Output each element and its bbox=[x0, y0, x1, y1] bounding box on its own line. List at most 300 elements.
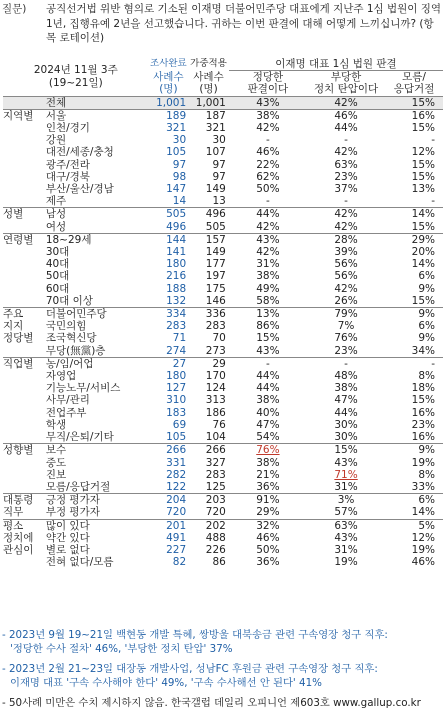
sample-count: 266 bbox=[149, 444, 189, 457]
pct-fair: 58% bbox=[256, 294, 280, 307]
pct-unfair: 56% bbox=[334, 270, 358, 283]
weighted-count: 149 bbox=[205, 183, 226, 196]
pct-unfair: - bbox=[307, 357, 385, 370]
table-row bbox=[3, 320, 443, 332]
row-label: 남성 bbox=[46, 208, 149, 221]
group-label: 직업별 bbox=[3, 357, 46, 370]
footnote-2 bbox=[2, 663, 442, 690]
pct-unknown: 5% bbox=[385, 519, 443, 532]
table-row bbox=[3, 134, 443, 146]
sample-count: 274 bbox=[166, 344, 187, 357]
table-row bbox=[3, 544, 443, 556]
table-row bbox=[3, 283, 443, 295]
row-label: 40대 bbox=[45, 258, 70, 271]
group-label bbox=[3, 195, 46, 208]
table-row bbox=[3, 258, 443, 270]
sample-count: 105 bbox=[166, 431, 187, 444]
sample-count: 505 bbox=[149, 208, 189, 221]
pct-fair: 32% bbox=[229, 519, 307, 532]
pct-unknown: 15% bbox=[385, 96, 443, 109]
sample-count: 1,001 bbox=[149, 96, 189, 109]
table-row bbox=[3, 208, 443, 221]
row-label: 농/임/어업 bbox=[46, 357, 149, 370]
pct-unfair: 37% bbox=[334, 183, 358, 196]
pct-unfair: 79% bbox=[307, 308, 385, 321]
sample-count: 127 bbox=[166, 382, 187, 395]
table-row bbox=[3, 394, 443, 406]
sample-count: 491 bbox=[166, 531, 187, 544]
table-row bbox=[3, 444, 443, 457]
weighted-count: 177 bbox=[205, 258, 226, 271]
pct-fair: 36% bbox=[256, 556, 280, 569]
table-row bbox=[3, 556, 443, 568]
group-label bbox=[3, 221, 46, 234]
period-dates: (19~21일) bbox=[48, 76, 103, 89]
group-label bbox=[3, 556, 46, 568]
pct-fair: 44% bbox=[256, 382, 280, 395]
pct-fair: 91% bbox=[229, 494, 307, 507]
table-row bbox=[3, 532, 443, 544]
pct-fair: 21% bbox=[256, 468, 280, 481]
pct-unfair: 42% bbox=[307, 208, 385, 221]
group-label: 대통령 bbox=[3, 494, 46, 507]
pct-unknown: 15% bbox=[411, 158, 435, 171]
pct-unknown: 14% bbox=[385, 208, 443, 221]
row-label: 중도 bbox=[45, 456, 67, 469]
weighted-count: 720 bbox=[205, 506, 226, 519]
sample-count: 310 bbox=[166, 394, 187, 407]
group-label bbox=[3, 394, 46, 406]
pct-unfair: 48% bbox=[334, 370, 358, 383]
row-label: 사무/관리 bbox=[45, 394, 90, 407]
row-label: 인천/경기 bbox=[45, 122, 90, 135]
pct-fair: - bbox=[229, 357, 307, 370]
opt3-header-b: 응답거절 bbox=[393, 83, 435, 96]
pct-unfair: 23% bbox=[334, 344, 358, 357]
pct-unknown: 19% bbox=[411, 543, 435, 556]
weighted-count: 266 bbox=[188, 444, 229, 457]
pct-unfair: 15% bbox=[307, 444, 385, 457]
row-label: 조국혁신당 bbox=[45, 332, 97, 345]
weighted-count: 149 bbox=[205, 246, 226, 259]
group-label bbox=[3, 457, 46, 469]
pct-unfair: 30% bbox=[334, 431, 358, 444]
pct-unfair: 43% bbox=[334, 456, 358, 469]
table-row bbox=[3, 146, 443, 158]
row-label: 대전/세종/충청 bbox=[45, 146, 114, 159]
row-label: 대구/경북 bbox=[45, 170, 90, 183]
group-label: 연령별 bbox=[3, 233, 46, 246]
sample-count: 71 bbox=[172, 332, 187, 345]
pct-unknown: 46% bbox=[411, 556, 435, 569]
period-label: 2024년 11월 3주 bbox=[33, 63, 118, 76]
pct-unknown: 14% bbox=[411, 258, 435, 271]
pct-fair: 38% bbox=[256, 456, 280, 469]
pct-unknown: 29% bbox=[385, 233, 443, 246]
group-label bbox=[3, 469, 46, 481]
row-label: 강원 bbox=[45, 134, 67, 147]
pct-fair: 46% bbox=[256, 146, 280, 159]
weighted-count: 104 bbox=[205, 431, 226, 444]
weighted-count: 273 bbox=[205, 344, 226, 357]
weighted-count: 496 bbox=[188, 208, 229, 221]
row-label: 기능노무/서비스 bbox=[45, 382, 121, 395]
weighted-count: 13 bbox=[212, 195, 226, 208]
sample-count: 321 bbox=[166, 122, 187, 135]
footnote-2-line-a: - 2023년 2월 21~23일 대장동 개발사업, 성남FC 후원금 관련 구속영장 청구 직후: bbox=[2, 663, 378, 675]
group-label bbox=[3, 481, 46, 494]
table-row bbox=[3, 469, 443, 481]
table-row bbox=[3, 481, 443, 494]
pct-unfair: 63% bbox=[307, 519, 385, 532]
row-label: 더불어민주당 bbox=[46, 308, 149, 321]
sample-count: 98 bbox=[172, 170, 187, 183]
footnote-3: - 50사례 미만은 수치 제시하지 않음. 한국갤럽 데일리 오피니언 제603호 www.gallup.co.kr bbox=[2, 697, 421, 709]
pct-fair: 13% bbox=[229, 308, 307, 321]
weighted-count: 29 bbox=[188, 357, 229, 370]
footnote-1-line-b: '정당한 수사 절차' 46%, '부당한 정치 탄압' 37% bbox=[10, 642, 233, 655]
group-label bbox=[3, 134, 46, 146]
pct-unfair: 3% bbox=[307, 494, 385, 507]
row-label: 전체 bbox=[46, 96, 149, 109]
weighted-count: 187 bbox=[188, 109, 229, 122]
row-label: 무직/은퇴/기타 bbox=[45, 431, 114, 444]
weighted-count: 327 bbox=[205, 456, 226, 469]
group-label bbox=[3, 295, 46, 308]
pct-unfair: 7% bbox=[337, 320, 355, 333]
weighted-count: 336 bbox=[188, 308, 229, 321]
pct-fair: 43% bbox=[229, 96, 307, 109]
pct-unknown: 20% bbox=[411, 246, 435, 259]
pct-unfair: 38% bbox=[334, 382, 358, 395]
table-row bbox=[3, 357, 443, 370]
group-label bbox=[3, 96, 46, 109]
pct-fair: 42% bbox=[256, 246, 280, 259]
weighted-count: 186 bbox=[205, 406, 226, 419]
row-label: 전혀 없다/모름 bbox=[45, 556, 114, 569]
pct-unfair: 39% bbox=[334, 246, 358, 259]
sample-count: 180 bbox=[166, 370, 187, 383]
row-label: 무당(無黨)층 bbox=[45, 344, 106, 357]
n2-unit: (명) bbox=[199, 83, 218, 96]
pct-unknown: - bbox=[431, 134, 435, 147]
weighted-count: 170 bbox=[205, 370, 226, 383]
weighted-count: 313 bbox=[205, 394, 226, 407]
group-label: 평소 bbox=[3, 519, 46, 532]
group-label bbox=[3, 431, 46, 444]
pct-fair: 44% bbox=[256, 370, 280, 383]
sample-count: 201 bbox=[149, 519, 189, 532]
row-label: 부정 평가자 bbox=[45, 506, 100, 519]
row-label: 자영업 bbox=[45, 370, 77, 383]
table-row bbox=[3, 221, 443, 234]
pct-unfair: 26% bbox=[334, 294, 358, 307]
pct-unfair: 42% bbox=[334, 146, 358, 159]
pct-unknown: 15% bbox=[411, 220, 435, 233]
weighted-count: 157 bbox=[188, 233, 229, 246]
sample-count: 183 bbox=[166, 406, 187, 419]
group-label: 관심이 bbox=[3, 543, 34, 556]
pct-fair: 31% bbox=[256, 258, 280, 271]
pct-unfair: 76% bbox=[334, 332, 358, 345]
row-label: 진보 bbox=[45, 468, 67, 481]
pct-fair: 50% bbox=[256, 183, 280, 196]
row-label: 부산/울산/경남 bbox=[45, 183, 114, 196]
group-label: 정당별 bbox=[3, 332, 34, 345]
sample-count: 144 bbox=[149, 233, 189, 246]
table-row bbox=[3, 457, 443, 469]
pct-fair: 15% bbox=[256, 332, 280, 345]
weighted-count: 226 bbox=[205, 543, 226, 556]
sample-count: 282 bbox=[166, 468, 187, 481]
row-label: 보수 bbox=[46, 444, 149, 457]
pct-fair: 40% bbox=[256, 406, 280, 419]
pct-unknown: 9% bbox=[418, 282, 435, 295]
table-row bbox=[3, 332, 443, 344]
table-row bbox=[3, 295, 443, 308]
opt2-header-b: 정치 탄압이다 bbox=[313, 83, 379, 96]
group-label bbox=[3, 345, 46, 358]
table-row bbox=[3, 345, 443, 358]
pct-unknown: 34% bbox=[411, 344, 435, 357]
pct-unfair: 31% bbox=[334, 480, 358, 493]
sample-count: 283 bbox=[166, 320, 187, 333]
pct-fair: 42% bbox=[256, 220, 280, 233]
pct-fair: 36% bbox=[256, 480, 280, 493]
group-label bbox=[3, 146, 46, 158]
pct-fair: 86% bbox=[256, 320, 280, 333]
weighted-count: 30 bbox=[212, 134, 226, 147]
row-label: 많이 있다 bbox=[46, 519, 149, 532]
group-label bbox=[3, 370, 46, 382]
pct-fair: 44% bbox=[229, 208, 307, 221]
weighted-count: 86 bbox=[212, 556, 226, 569]
sample-count: 334 bbox=[149, 308, 189, 321]
pct-unfair: - bbox=[344, 195, 348, 208]
pct-unknown: 6% bbox=[418, 270, 435, 283]
row-label: 전업주부 bbox=[45, 406, 87, 419]
pct-unfair: 42% bbox=[334, 220, 358, 233]
pct-unknown: 12% bbox=[411, 146, 435, 159]
weighted-count: 124 bbox=[205, 382, 226, 395]
pct-unfair: 46% bbox=[307, 109, 385, 122]
weighted-count: 97 bbox=[212, 170, 226, 183]
pct-fair: 54% bbox=[256, 431, 280, 444]
pct-unfair: 31% bbox=[334, 543, 358, 556]
group-label bbox=[3, 171, 46, 183]
group-label bbox=[3, 283, 46, 295]
row-label: 국민의힘 bbox=[45, 320, 87, 333]
row-label: 학생 bbox=[45, 418, 67, 431]
pct-unknown: 8% bbox=[418, 468, 435, 481]
question-text: 공직선거법 위반 혐의로 기소된 이재명 더불어민주당 대표에게 지난주 1심 법원이 징역 1년, 집행유예 2년을 선고했습니다. 귀하는 이번 판결에 대해 어떻게 느끼십니까? (항목 로테이션) bbox=[46, 3, 442, 44]
table-row bbox=[3, 370, 443, 382]
pct-unknown: 16% bbox=[385, 109, 443, 122]
pct-fair: 42% bbox=[256, 122, 280, 135]
sample-count: 216 bbox=[166, 270, 187, 283]
n2-header: 사례수 bbox=[193, 70, 224, 83]
group-label bbox=[3, 159, 46, 171]
table-row bbox=[3, 308, 443, 321]
pct-unfair: 43% bbox=[334, 531, 358, 544]
sample-count: 147 bbox=[166, 183, 187, 196]
pct-unknown: 13% bbox=[411, 183, 435, 196]
footnote-1 bbox=[2, 629, 442, 656]
pct-unknown: 18% bbox=[411, 382, 435, 395]
row-label: 18~29세 bbox=[46, 233, 149, 246]
row-label: 별로 없다 bbox=[45, 543, 90, 556]
sample-count: 122 bbox=[166, 480, 187, 493]
group-label: 지역별 bbox=[3, 109, 46, 122]
table-row bbox=[3, 109, 443, 122]
opt3-header-a: 모름/ bbox=[402, 71, 426, 84]
pct-fair: 49% bbox=[256, 282, 280, 295]
weighted-count: 488 bbox=[205, 531, 226, 544]
sample-count: 141 bbox=[166, 246, 187, 259]
pct-unknown: 16% bbox=[411, 406, 435, 419]
n1-top: 조사완료 bbox=[150, 58, 187, 70]
weighted-count: 197 bbox=[205, 270, 226, 283]
table-row bbox=[3, 419, 443, 431]
table-row bbox=[3, 183, 443, 195]
table-row bbox=[3, 233, 443, 246]
weighted-count: 203 bbox=[188, 494, 229, 507]
pct-unknown: 15% bbox=[411, 394, 435, 407]
footnote-2-line-b: 이재명 대표 '구속 수사해야 한다' 49%, '구속 수사해선 안 된다' 41% bbox=[10, 676, 322, 689]
pct-unknown: 12% bbox=[411, 531, 435, 544]
pct-fair: 62% bbox=[256, 170, 280, 183]
pct-unknown: 9% bbox=[385, 444, 443, 457]
results-table bbox=[3, 58, 443, 568]
pct-fair: 29% bbox=[256, 506, 280, 519]
table-row bbox=[3, 270, 443, 282]
sample-count: 14 bbox=[172, 195, 187, 208]
sample-count: 180 bbox=[166, 258, 187, 271]
weighted-count: 283 bbox=[205, 468, 226, 481]
pct-unfair: 56% bbox=[334, 258, 358, 271]
n1-unit: (명) bbox=[159, 83, 178, 96]
pct-fair: 46% bbox=[256, 531, 280, 544]
sample-count: 720 bbox=[166, 506, 187, 519]
footnote-1-line-a: - 2023년 9월 19~21일 백현동 개발 특혜, 쌍방울 대북송금 관련 구속영장 청구 직후: bbox=[2, 629, 388, 641]
pct-unknown: 9% bbox=[418, 332, 435, 345]
group-label: 직무 bbox=[3, 506, 24, 519]
group-label: 성별 bbox=[3, 208, 46, 221]
row-label: 서울 bbox=[46, 109, 149, 122]
pct-unknown: - bbox=[431, 195, 435, 208]
pct-unknown: 9% bbox=[385, 308, 443, 321]
pct-fair: 38% bbox=[256, 394, 280, 407]
pct-fair: 50% bbox=[256, 543, 280, 556]
opt1-header-a: 정당한 bbox=[252, 71, 284, 84]
pct-unfair: 42% bbox=[307, 96, 385, 109]
row-label: 제주 bbox=[45, 195, 67, 208]
n1-header: 사례수 bbox=[153, 70, 184, 83]
weighted-count: 283 bbox=[205, 320, 226, 333]
weighted-count: 76 bbox=[212, 418, 226, 431]
group-label: 주요 bbox=[3, 308, 46, 321]
pct-fair: 22% bbox=[256, 158, 280, 171]
pct-unknown: 15% bbox=[411, 294, 435, 307]
pct-fair: - bbox=[266, 195, 270, 208]
pct-unknown: - bbox=[385, 357, 443, 370]
sample-count: 105 bbox=[166, 146, 187, 159]
row-label: 70대 이상 bbox=[45, 294, 93, 307]
table-row bbox=[3, 122, 443, 134]
weighted-count: 321 bbox=[205, 122, 226, 135]
group-label bbox=[3, 407, 46, 419]
row-label: 광주/전라 bbox=[45, 158, 90, 171]
pct-unfair: 23% bbox=[334, 170, 358, 183]
weighted-count: 125 bbox=[205, 480, 226, 493]
weighted-count: 146 bbox=[205, 294, 226, 307]
sample-count: 97 bbox=[172, 158, 187, 171]
table-row bbox=[3, 506, 443, 519]
opt2-header-a: 부당한 bbox=[330, 71, 362, 84]
pct-fair: - bbox=[266, 134, 270, 147]
table-row bbox=[3, 159, 443, 171]
sample-count: 188 bbox=[166, 282, 187, 295]
opt1-header-b: 판결이다 bbox=[247, 83, 289, 96]
pct-fair: 38% bbox=[256, 270, 280, 283]
weighted-count: 202 bbox=[188, 519, 229, 532]
row-label: 60대 bbox=[45, 282, 70, 295]
row-label: 30대 bbox=[45, 246, 70, 259]
group-label bbox=[3, 246, 46, 258]
row-label: 약간 있다 bbox=[45, 531, 90, 544]
group-label bbox=[3, 270, 46, 282]
pct-fair: 38% bbox=[229, 109, 307, 122]
pct-unknown: 6% bbox=[418, 320, 435, 333]
pct-unfair: - bbox=[344, 134, 348, 147]
table-row bbox=[3, 171, 443, 183]
sample-count: 132 bbox=[166, 294, 187, 307]
sample-count: 204 bbox=[149, 494, 189, 507]
table-row bbox=[3, 494, 443, 507]
row-label: 긍정 평가자 bbox=[46, 494, 149, 507]
group-label bbox=[3, 122, 46, 134]
table-row bbox=[3, 382, 443, 394]
question-tag: 질문) bbox=[2, 3, 27, 15]
group-label: 지지 bbox=[3, 320, 24, 333]
table-row bbox=[3, 519, 443, 532]
row-label: 여성 bbox=[45, 220, 67, 233]
pct-unknown: 8% bbox=[418, 370, 435, 383]
pct-unfair: 19% bbox=[334, 556, 358, 569]
pct-fair: 76% bbox=[229, 444, 307, 457]
n2-top: 가중적용 bbox=[190, 58, 227, 70]
pct-unknown: 14% bbox=[411, 506, 435, 519]
weighted-count: 97 bbox=[212, 158, 226, 171]
pct-unfair: 30% bbox=[334, 418, 358, 431]
table-row bbox=[3, 96, 443, 109]
sample-count: 30 bbox=[172, 134, 187, 147]
pct-fair: 43% bbox=[256, 344, 280, 357]
sample-count: 227 bbox=[166, 543, 187, 556]
row-label: 모름/응답거절 bbox=[45, 480, 111, 493]
table-body bbox=[3, 96, 443, 568]
pct-unknown: 15% bbox=[411, 122, 435, 135]
sample-count: 496 bbox=[166, 220, 187, 233]
group-label bbox=[3, 258, 46, 270]
row-label: 50대 bbox=[45, 270, 70, 283]
pct-unfair: 28% bbox=[307, 233, 385, 246]
pct-unknown: 16% bbox=[411, 431, 435, 444]
pct-unfair: 71% bbox=[334, 468, 358, 481]
pct-unfair: 63% bbox=[334, 158, 358, 171]
pct-unknown: 23% bbox=[411, 418, 435, 431]
pct-unknown: 19% bbox=[411, 456, 435, 469]
